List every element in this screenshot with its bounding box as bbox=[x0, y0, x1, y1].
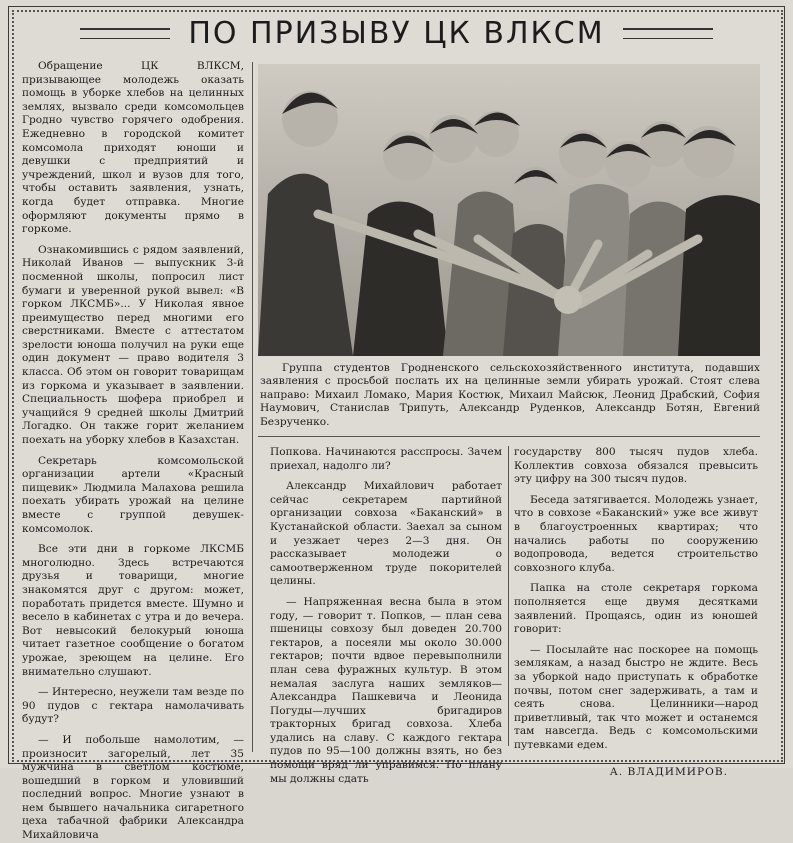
column-right bbox=[514, 446, 758, 779]
paragraph: Ознакомившись с рядом заявлений, Николай Иванов — выпускник 3-й посменной школы, попросил лист бумаги и уверенной рукой вывел: «В горком ЛКСМБ»... У Николая явное преимущество перед многими его сверстниками. Вместе с аттестатом зрелости юноша получил на руки еще один документ — право водителя 3 класса. Об этом он говорит товарищам из горкома и указывает в заявлении. Специальность шофера приобрел и учащийся 9 средней школы Дмитрий Логадко. Он также горит желанием поехать на уборку хлебов в Казахстан. bbox=[22, 243, 244, 447]
column-divider bbox=[508, 446, 509, 746]
article-title: ПО ПРИЗЫВУ ЦК ВЛКСМ bbox=[182, 16, 610, 51]
paragraph: Попкова. Начинаются расспросы. Зачем приехал, надолго ли? bbox=[270, 446, 502, 472]
headline bbox=[0, 10, 793, 56]
photo-caption: Группа студентов Гродненского сельскохозяйственного института, подавших заявления с просьбой послать их на целинные земли убирать урожай. Стоят слева направо: Михаил Ломако, Мария Костюк, Михаил Майсюк, Леонид Драбский, София Наумович, Станислав Трипуть, Александр Руденков, Александр Ботян, Евгений Безрученко. bbox=[260, 362, 760, 428]
headline-rule-right bbox=[623, 28, 713, 39]
author-signature: А. ВЛАДИМИРОВ. bbox=[609, 766, 728, 779]
paragraph: — Интересно, неужели там везде по 90 пудов с гектара намолачивать будут? bbox=[22, 686, 244, 726]
paragraph: — И побольше намолотим, — произносит загорелый, лет 35 мужчина в светлом костюме, вошедший в горком и уловивший последний вопрос. Многие узнают в нем бывшего начальника сигаретного цеха табачной фабрики Александра Михайловича bbox=[22, 733, 244, 842]
column-divider bbox=[252, 62, 253, 752]
paragraph: государству 800 тысяч пудов хлеба. Коллектив совхоза обязался превысить эту цифру на 300 тысяч пудов. bbox=[514, 446, 758, 486]
group-photo bbox=[258, 64, 760, 356]
photo-illustration bbox=[258, 64, 760, 356]
paragraph: — Посылайте нас поскорее на помощь землякам, а назад быстро не ждите. Весь за уборкой надо приступать к обработке почвы, потом снег задерживать, а там и сеять снова. Целинники—народ приветливый, так что может и останемся там навсегда. Ведь с комсомольскими путевками едем. bbox=[514, 643, 758, 751]
paragraph: Обращение ЦК ВЛКСМ, призывающее молодежь оказать помощь в уборке хлебов на целинных землях, вызвало среди комсомольцев Гродно чувство горячего одобрения. Ежедневно в городской комитет комсомола приходят юноши и девушки с предприятий и учреждений, школ и вузов для того, чтобы оставить заявления, узнать, когда будет отправка. Многие оформляют документы прямо в горкоме. bbox=[22, 60, 244, 236]
paragraph: Папка на столе секретаря горкома пополняется еще двумя десятками заявлений. Прощаясь, один из юношей говорит: bbox=[514, 582, 758, 636]
caption-divider bbox=[258, 436, 760, 437]
paragraph: Беседа затягивается. Молодежь узнает, что в совхозе «Баканский» уже все живут в благоустроенных квартирах; что начались работы по сооружению водопровода, ведется строительство совхозного клуба. bbox=[514, 493, 758, 574]
headline-rule-left bbox=[80, 28, 170, 39]
column-left bbox=[22, 60, 244, 842]
column-middle bbox=[270, 446, 502, 785]
paragraph: — Напряженная весна была в этом году, — говорит т. Попков, — план сева пшеницы совхозу был доведен 20.700 гектаров, а посеяли мы около 30.000 гектаров; почти вдвое перевыполнили план сева фуражных культур. В этом немалая заслуга наших земляков—Александра Пашкевича и Леонида Погуды—лучших бригадиров тракторных бригад совхоза. Хлеба удались на славу. С каждого гектара пудов по 95—100 должны взять, но без помощи вряд ли управимся. По плану мы должны сдать bbox=[270, 595, 502, 785]
paragraph: Александр Михайлович работает сейчас секретарем партийной организации совхоза «Баканский» в Кустанайской области. Заехал за сыном и уезжает через 2—3 дня. Он рассказывает молодежи о самоотверженном труде покорителей целины. bbox=[270, 480, 502, 588]
paragraph: Все эти дни в горкоме ЛКСМБ многолюдно. Здесь встречаются друзья и товарищи, многие знакомятся друг с другом: может, поработать придется вместе. Шумно и весело в кабинетах с утра и до вечера. Вот невысокий белокурый юноша читает газетное сообщение о богатом урожае, зреющем на целине. Его внимательно слушают. bbox=[22, 543, 244, 678]
paragraph: Секретарь комсомольской организации артели «Красный пищевик» Людмила Малахова решила поехать убирать урожай на целине вместе с группой девушек-комсомолок. bbox=[22, 454, 244, 535]
